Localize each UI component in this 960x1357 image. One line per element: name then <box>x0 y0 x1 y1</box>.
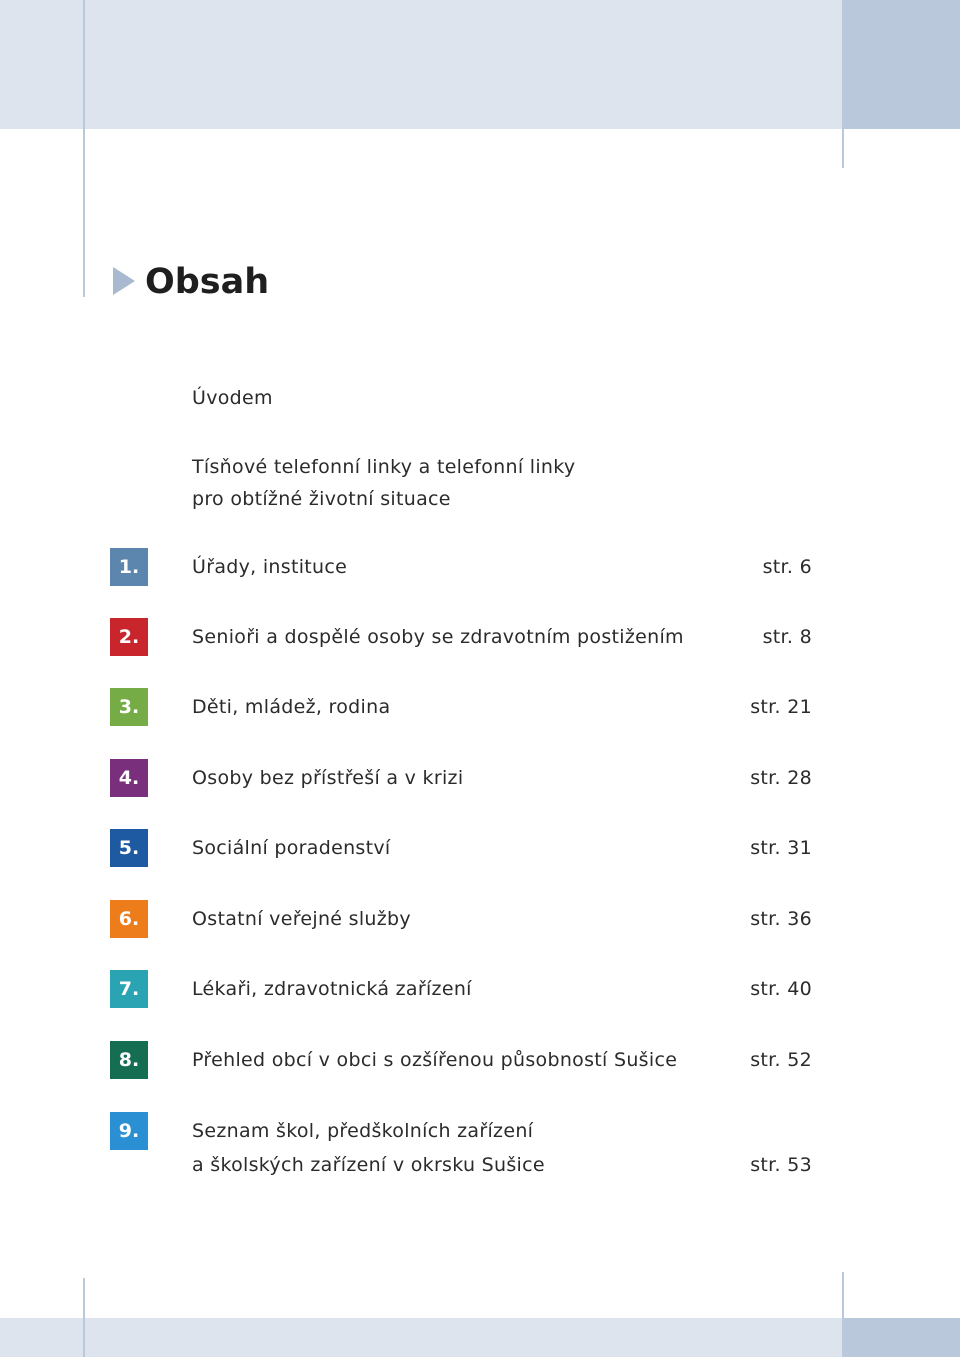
chapter-badge-3: 3. <box>110 688 148 726</box>
chapter-page-7: str. 40 <box>750 978 812 1000</box>
toc-emergency-lines-item[interactable] <box>192 451 575 515</box>
toc-row-3[interactable] <box>0 688 960 728</box>
chapter-badge-5: 5. <box>110 829 148 867</box>
toc-row-7[interactable] <box>0 970 960 1010</box>
chapter-badge-4: 4. <box>110 759 148 797</box>
chapter-page-3: str. 21 <box>750 696 812 718</box>
header-band <box>0 0 960 129</box>
page-title: Obsah <box>145 262 270 302</box>
toc-row-6[interactable] <box>0 900 960 940</box>
chapter-label-2: Senioři a dospělé osoby se zdravotním postižením <box>192 626 684 648</box>
chapter-badge-1: 1. <box>110 548 148 586</box>
chapter-page-5: str. 31 <box>750 837 812 859</box>
toc-row-8[interactable] <box>0 1041 960 1081</box>
toc-row-4[interactable] <box>0 759 960 799</box>
chapter-label-4: Osoby bez přístřeší a v krizi <box>192 767 464 789</box>
title-arrow-icon <box>113 267 135 295</box>
header-corner-block <box>843 0 960 129</box>
chapter-label-5: Sociální poradenství <box>192 837 391 859</box>
toc-intro-label: Úvodem <box>192 387 273 409</box>
chapter-label-1: Úřady, instituce <box>192 556 348 578</box>
toc-intro-item[interactable] <box>192 382 273 414</box>
chapter-badge-8: 8. <box>110 1041 148 1079</box>
chapter-badge-2: 2. <box>110 618 148 656</box>
chapter-label-7: Lékaři, zdravotnická zařízení <box>192 978 472 1000</box>
chapter-page-8: str. 52 <box>750 1049 812 1071</box>
margin-line-left-bottom <box>83 1278 85 1357</box>
chapter-label-8: Přehled obcí v obci s ozšířenou působností Sušice <box>192 1049 678 1071</box>
margin-line-left-top <box>83 0 85 297</box>
chapter-badge-9: 9. <box>110 1112 148 1150</box>
chapter-page-1: str. 6 <box>762 556 812 578</box>
chapter-label-9-line2: a školských zařízení v okrsku Sušice <box>192 1154 545 1176</box>
toc-row-9[interactable] <box>0 1112 960 1188</box>
margin-line-right-bottom <box>842 1272 844 1357</box>
chapter-badge-7: 7. <box>110 970 148 1008</box>
footer-corner-block <box>843 1318 960 1357</box>
toc-row-2[interactable] <box>0 618 960 658</box>
chapter-page-6: str. 36 <box>750 908 812 930</box>
chapter-badge-6: 6. <box>110 900 148 938</box>
chapter-page-4: str. 28 <box>750 767 812 789</box>
footer-band <box>0 1318 960 1357</box>
toc-emergency-lines-label-line1: Tísňové telefonní linky a telefonní linky <box>192 456 576 478</box>
chapter-label-9: Seznam škol, předškolních zařízení <box>192 1120 534 1142</box>
chapter-label-3: Děti, mládež, rodina <box>192 696 391 718</box>
chapter-label-6: Ostatní veřejné služby <box>192 908 411 930</box>
chapter-page-2: str. 8 <box>762 626 812 648</box>
chapter-page-9: str. 53 <box>750 1154 812 1176</box>
margin-line-right-top <box>842 0 844 168</box>
toc-emergency-lines-label-line2: pro obtížné životní situace <box>192 488 451 510</box>
toc-row-1[interactable] <box>0 548 960 588</box>
toc-row-5[interactable] <box>0 829 960 869</box>
